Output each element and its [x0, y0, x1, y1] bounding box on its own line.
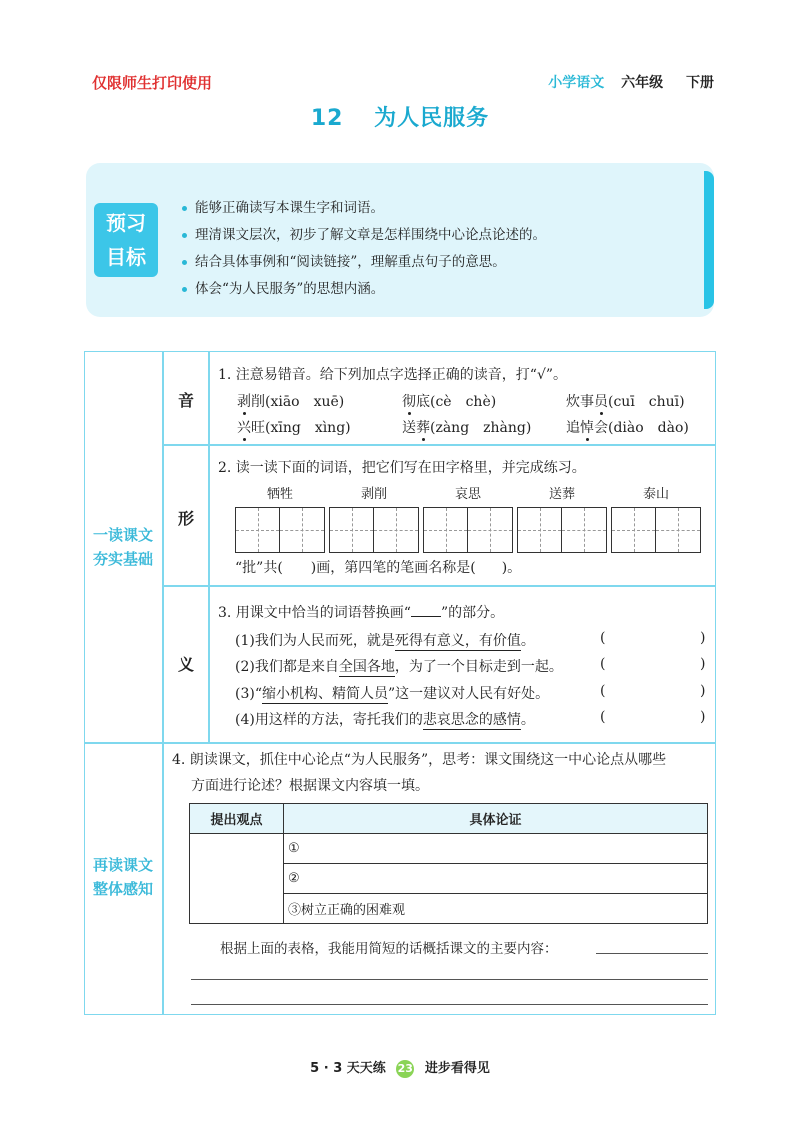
- char-grid-group: [329, 483, 419, 553]
- tianzige-grid[interactable]: [611, 507, 701, 553]
- q4-prompt-line1: 4. 朗读课文，抓住中心论点“为人民服务”，思考：课文围绕这一中心论点从哪些: [172, 752, 667, 768]
- page-number: 23: [396, 1060, 414, 1078]
- q3-item: (4)用这样的方法，寄托我们的悲哀思念的感情。: [235, 712, 535, 728]
- answer-paren-open: (: [600, 630, 606, 646]
- viewpoint-answer-cell[interactable]: [190, 834, 284, 924]
- answer-line[interactable]: [596, 953, 708, 954]
- lesson-name: 为人民服务: [374, 106, 490, 131]
- answer-line[interactable]: [191, 1004, 708, 1005]
- q1-option[interactable]: 兴旺(xīng xìng): [237, 420, 351, 436]
- row-label-meaning: 义: [177, 655, 194, 674]
- grid-word: 哀思: [454, 487, 481, 502]
- row-divider: [162, 444, 716, 446]
- q4-prompt-line2: 方面进行论述？根据课文内容填一填。: [191, 778, 429, 794]
- lesson-title: [0, 101, 800, 132]
- goal-item: 能够正确读写本课生字和词语。: [182, 195, 546, 222]
- q1-option[interactable]: 剥削(xiāo xuē): [237, 394, 345, 410]
- bullet-icon: [182, 206, 187, 211]
- answer-paren-close: ): [700, 683, 706, 699]
- char-grid-group: [235, 483, 325, 553]
- tianzige-grid[interactable]: [423, 507, 513, 553]
- q2-prompt: 2. 读一读下面的词语，把它们写在田字格里，并完成练习。: [218, 460, 586, 476]
- grid-word: 送葬: [548, 487, 575, 502]
- footer-series: 5 · 3 天天练: [310, 1061, 386, 1076]
- char-grid-group: [611, 483, 701, 553]
- q2-followup: “批”共( )画，第四笔的笔画名称是( )。: [235, 560, 522, 576]
- q1-option[interactable]: 追悼会(diào dào): [566, 420, 689, 436]
- panel-accent-bar: [704, 171, 714, 309]
- badge-line-1: 预习: [106, 211, 146, 235]
- column-divider: [208, 351, 210, 742]
- q1-option[interactable]: 彻底(cè chè): [402, 394, 497, 410]
- row-label-sound: 音: [177, 391, 194, 410]
- answer-paren-open: (: [600, 683, 606, 699]
- answer-paren-close: ): [700, 630, 706, 646]
- tianzige-grid[interactable]: [235, 507, 325, 553]
- book-info: [548, 72, 714, 92]
- section-label-first-read: 一读课文 夯实基础: [92, 526, 153, 568]
- column-divider: [162, 351, 164, 1015]
- row-label-shape: 形: [177, 509, 194, 528]
- table-row: [190, 834, 708, 864]
- underline-sample: [411, 605, 441, 617]
- bullet-icon: [182, 287, 187, 292]
- q3-prompt: 3. 用课文中恰当的词语替换画“ ”的部分。: [218, 605, 505, 621]
- grid-word: 泰山: [642, 487, 669, 502]
- row-divider: [162, 585, 716, 587]
- grade-label: 六年级: [621, 75, 664, 91]
- answer-line[interactable]: [191, 979, 708, 980]
- q3-item: (3)“缩小机构、精简人员”这一建议对人民有好处。: [235, 686, 550, 702]
- q1-option[interactable]: 送葬(zàng zhàng): [402, 420, 532, 436]
- argument-table: [189, 803, 708, 924]
- answer-paren-open: (: [600, 709, 606, 725]
- bullet-icon: [182, 233, 187, 238]
- char-grid-group: [423, 483, 513, 553]
- bullet-icon: [182, 260, 187, 265]
- evidence-cell[interactable]: ③树立正确的困难观: [284, 894, 708, 924]
- print-note: 仅限师生打印使用: [92, 74, 213, 92]
- evidence-cell[interactable]: ②: [284, 864, 708, 894]
- col-header-evidence: 具体论证: [284, 804, 708, 834]
- grid-word: 牺牲: [266, 487, 293, 502]
- footer-slogan: 进步看得见: [424, 1061, 490, 1076]
- goal-item: 理清课文层次，初步了解文章是怎样围绕中心论点论述的。: [182, 222, 546, 249]
- badge-line-2: 目标: [106, 245, 146, 269]
- lesson-number: 12: [310, 106, 344, 131]
- answer-paren-close: ): [700, 656, 706, 672]
- q1-option[interactable]: 炊事员(cuī chuī): [566, 394, 685, 410]
- answer-paren-open: (: [600, 656, 606, 672]
- section-label-second-read: 再读课文 整体感知: [92, 856, 153, 898]
- char-grid-group: [517, 483, 607, 553]
- term-label: 下册: [686, 75, 714, 91]
- preview-goals-panel: [86, 163, 714, 317]
- summary-prompt: 根据上面的表格，我能用简短的话概括课文的主要内容：: [220, 941, 558, 957]
- grid-word: 剥削: [360, 487, 387, 502]
- goal-item: 结合具体事例和“阅读链接”，理解重点句子的意思。: [182, 249, 546, 276]
- q3-item: (1)我们为人民而死，就是死得有意义，有价值。: [235, 633, 535, 649]
- evidence-cell[interactable]: ①: [284, 834, 708, 864]
- goal-item: 体会“为人民服务”的思想内涵。: [182, 276, 546, 303]
- subject-label: 小学语文: [548, 75, 605, 91]
- col-header-viewpoint: 提出观点: [190, 804, 284, 834]
- q3-item: (2)我们都是来自全国各地，为了一个目标走到一起。: [235, 659, 563, 675]
- preview-goals-badge: [94, 203, 158, 277]
- table-header-row: [190, 804, 708, 834]
- tianzige-grid[interactable]: [329, 507, 419, 553]
- goals-list: [182, 195, 546, 303]
- answer-paren-close: ): [700, 709, 706, 725]
- q1-prompt: 1. 注意易错音。给下列加点字选择正确的读音，打“√”。: [218, 367, 568, 383]
- page-footer: [0, 1057, 800, 1078]
- section-divider: [84, 742, 716, 744]
- tianzige-grid[interactable]: [517, 507, 607, 553]
